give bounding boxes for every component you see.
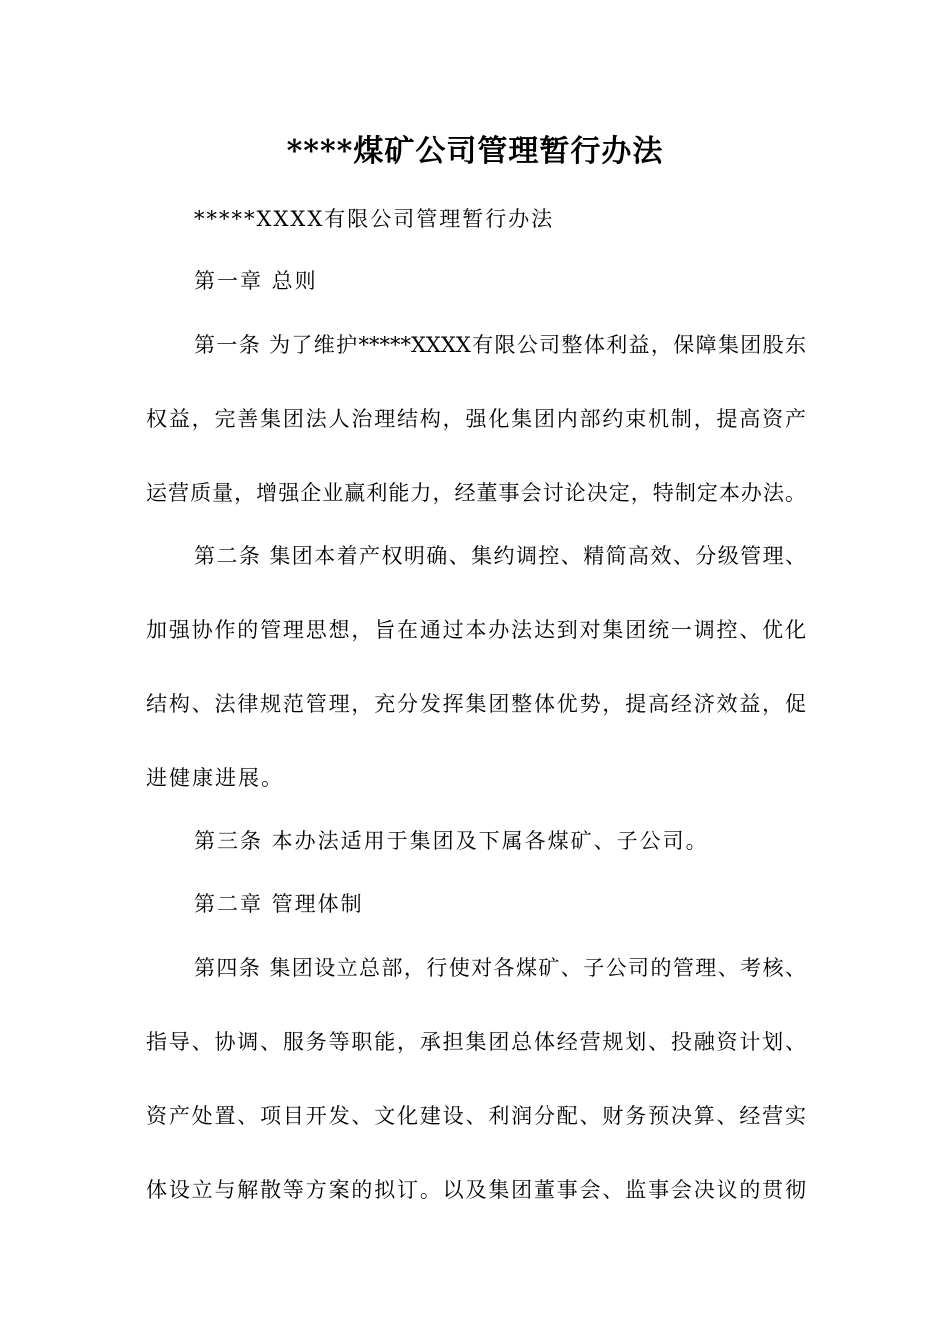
article-3-line-1: 第三条 本办法适用于集团及下属各煤矿、子公司。	[194, 829, 709, 853]
article-4-line-2: 指导、协调、服务等职能，承担集团总体经营规划、投融资计划、	[146, 1030, 806, 1054]
article-1-line-1: 第一条 为了维护*****XXXX有限公司整体利益，保障集团股东	[194, 333, 806, 357]
article-2-line-3: 结构、法律规范管理，充分发挥集团整体优势，提高经济效益，促	[146, 692, 806, 716]
document-title: ****煤矿公司管理暂行办法	[286, 134, 664, 169]
article-1-line-2: 权益，完善集团法人治理结构，强化集团内部约束机制，提高资产	[146, 407, 806, 431]
chapter-heading-2: 第二章 管理体制	[194, 892, 364, 916]
subtitle-line: *****XXXX有限公司管理暂行办法	[194, 207, 555, 231]
article-2-line-2: 加强协作的管理思想，旨在通过本办法达到对集团统一调控、优化	[146, 618, 806, 642]
article-2-line-1: 第二条 集团本着产权明确、集约调控、精简高效、分级管理、	[194, 544, 806, 568]
article-1-line-3: 运营质量，增强企业赢利能力，经董事会讨论决定，特制定本办法。	[146, 481, 806, 505]
article-4-line-4: 体设立与解散等方案的拟订。以及集团董事会、监事会决议的贯彻	[146, 1178, 806, 1202]
chapter-heading-1: 第一章 总则	[194, 269, 318, 293]
article-2-line-4: 进健康进展。	[146, 766, 284, 790]
article-4-line-1: 第四条 集团设立总部，行使对各煤矿、子公司的管理、考核、	[194, 956, 806, 980]
article-4-line-3: 资产处置、项目开发、文化建设、利润分配、财务预决算、经营实	[146, 1104, 806, 1128]
